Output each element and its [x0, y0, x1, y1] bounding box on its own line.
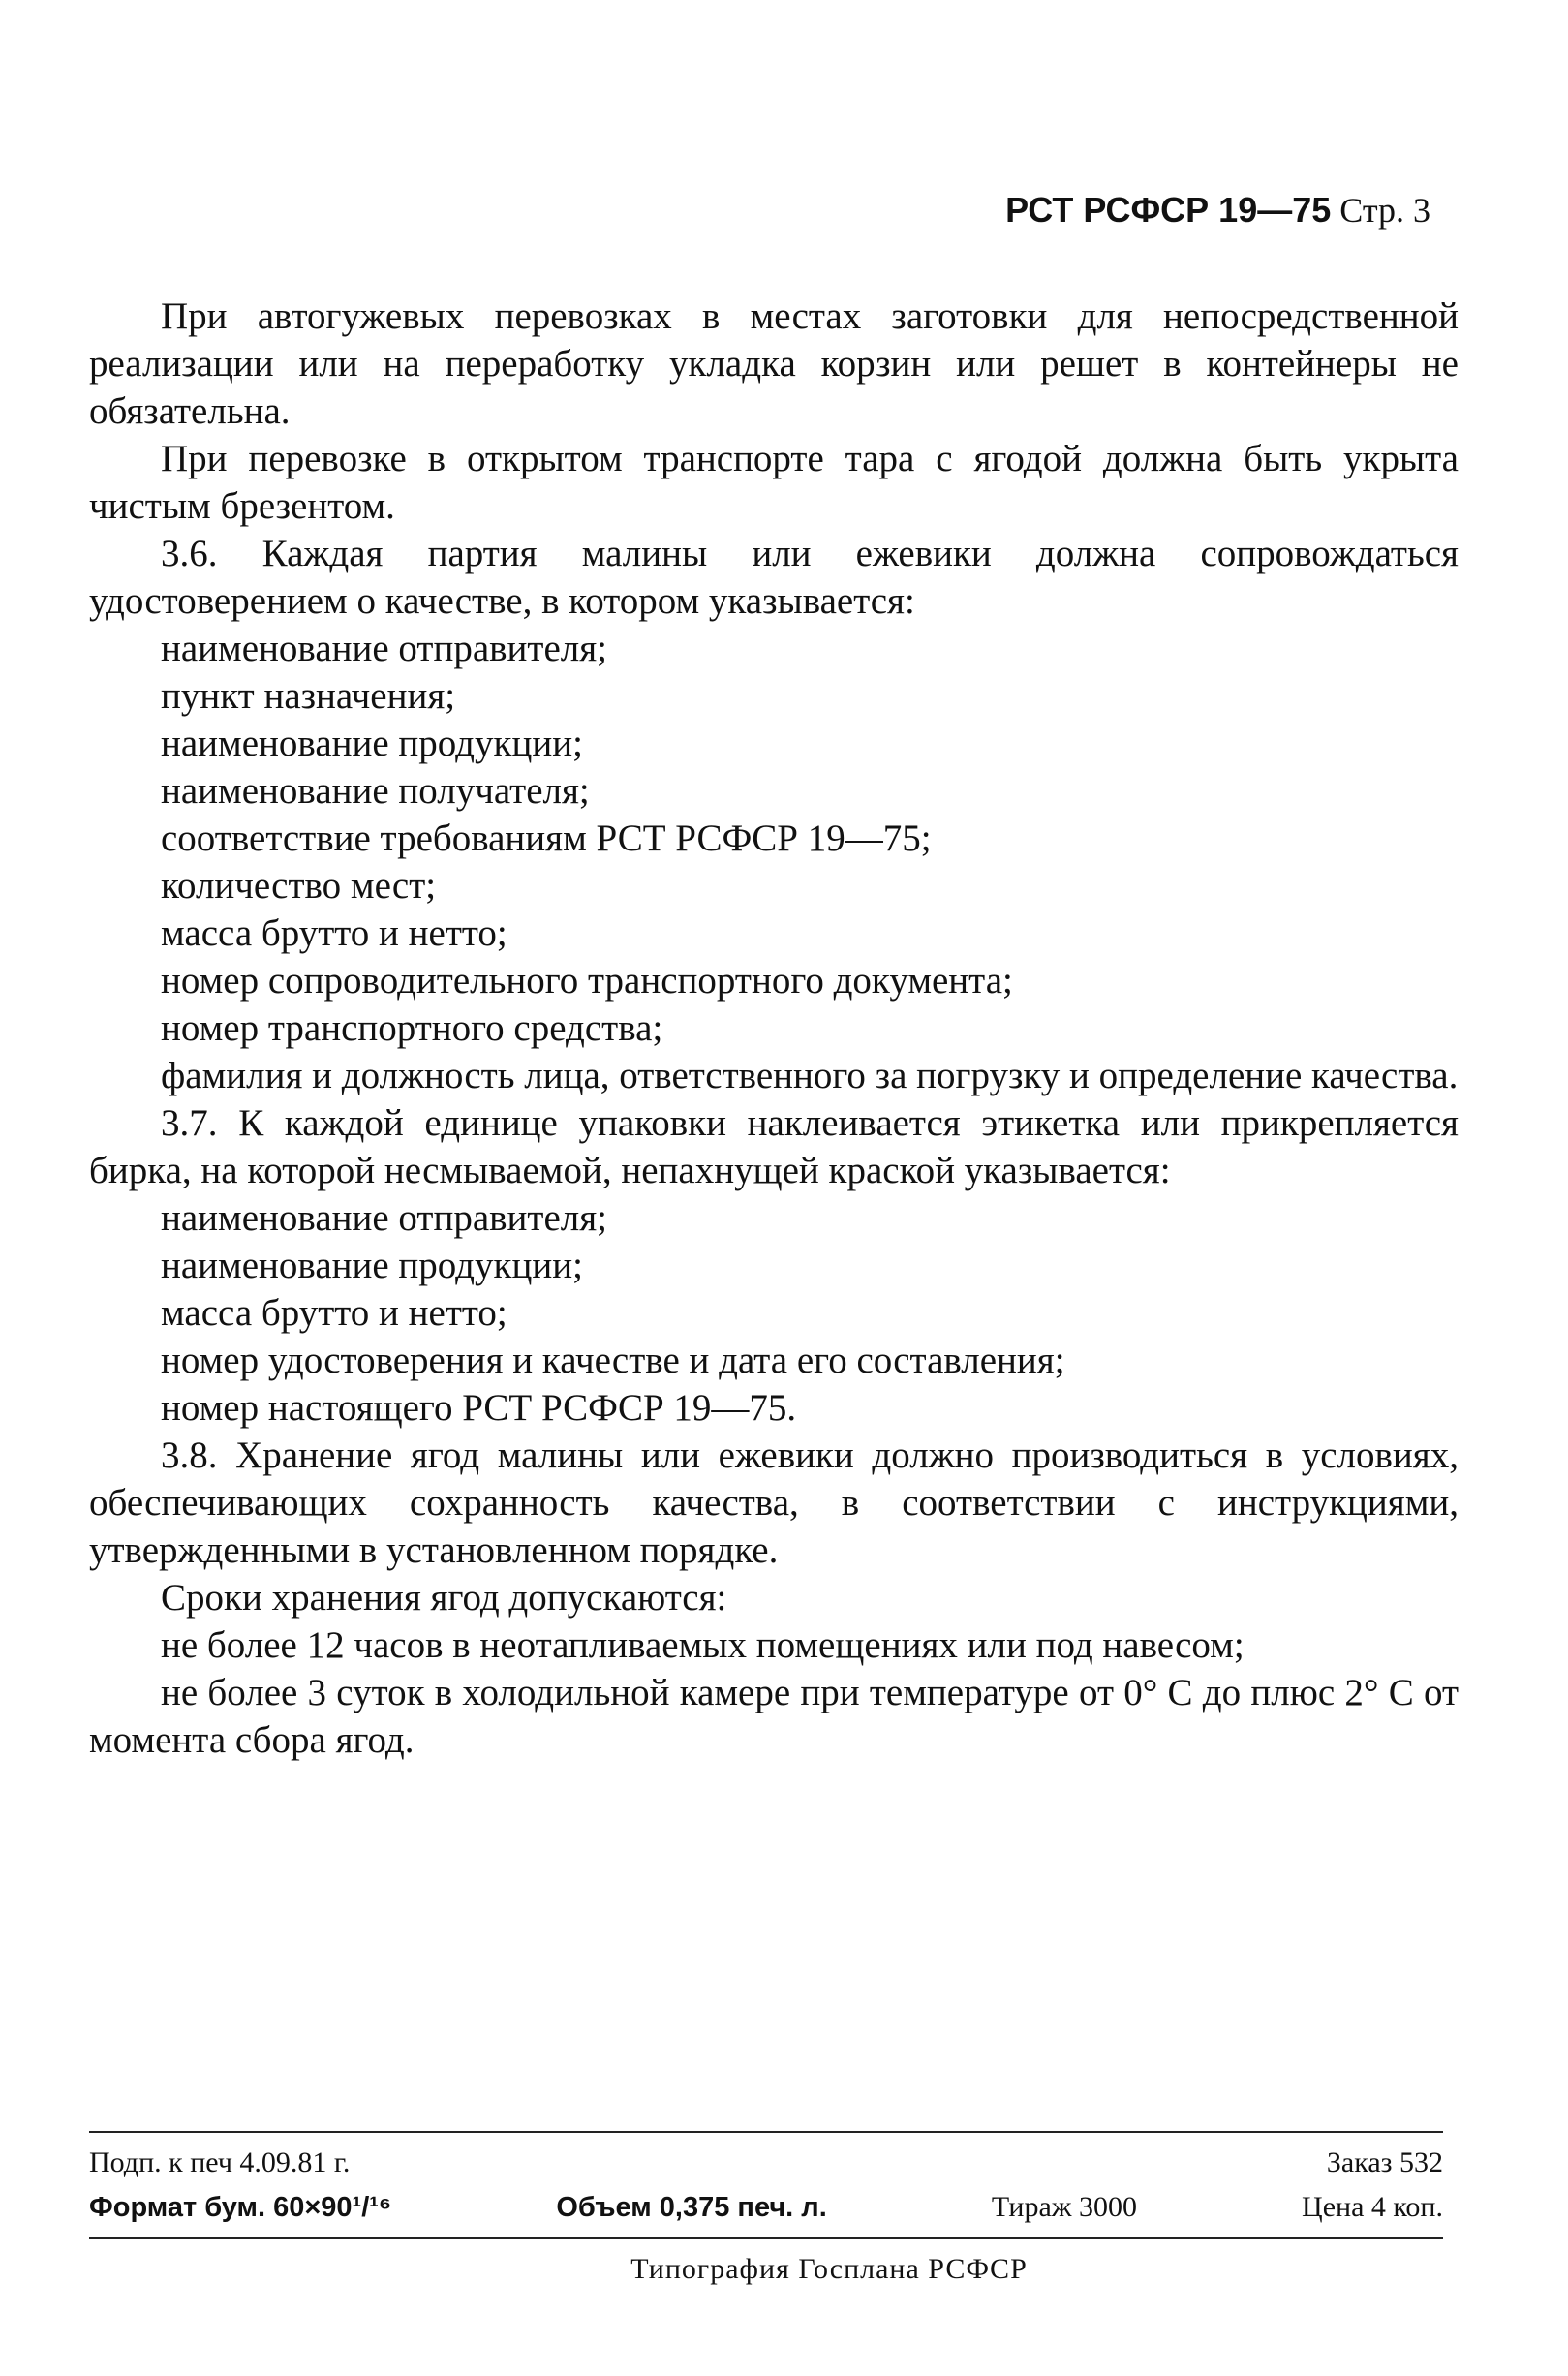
- print-run: Тираж 3000: [991, 2191, 1137, 2223]
- list-item: номер сопроводительного транспортного документа;: [161, 960, 1013, 1002]
- paragraph-transport-1: При автогужевых перевозках в местах заготовки для непосредственной реализации или на переработку укладка корзин или решет в контейнеры не обязательна.: [89, 295, 1459, 432]
- list-item: номер настоящего РСТ РСФСР 19—75.: [161, 1387, 797, 1429]
- section-3-8: 3.8. Хранение ягод малины или ежевики должно производиться в условиях, обеспечивающих сохранность качества, в соответствии с инструкциями, утвержденными в установленном порядке.: [89, 1435, 1459, 1571]
- order-number: Заказ 532: [1326, 2146, 1443, 2178]
- document-body: [89, 293, 1459, 1764]
- list-item: наименование отправителя;: [161, 1197, 608, 1239]
- printer-name: Типография Госплана РСФСР: [630, 2253, 1028, 2285]
- list-item: наименование получателя;: [161, 770, 590, 812]
- imprint: [89, 2131, 1443, 2286]
- print-volume: Объем 0,375 печ. л.: [556, 2192, 827, 2223]
- section-3-7: 3.7. К каждой единице упаковки наклеивается этикетка или прикрепляется бирка, на которой несмываемой, непахнущей краской указывается:: [89, 1102, 1459, 1191]
- page-header: [1005, 190, 1430, 231]
- list-item: наименование продукции;: [161, 723, 583, 764]
- price: Цена 4 коп.: [1302, 2191, 1443, 2223]
- list-item: не более 12 часов в неотапливаемых помещениях или под навесом;: [161, 1624, 1245, 1666]
- imprint-row-1: [89, 2146, 1443, 2179]
- imprint-bottom-rule: [89, 2237, 1443, 2239]
- storage-list: [89, 1621, 1459, 1764]
- storage-intro: Сроки хранения ягод допускаются:: [161, 1577, 727, 1619]
- list-item: номер удостоверения и качестве и дата его составления;: [161, 1340, 1065, 1381]
- paper-format: Формат бум. 60×90¹/¹⁶: [89, 2192, 392, 2223]
- signed-to-print: Подп. к печ 4.09.81 г.: [89, 2146, 351, 2178]
- section-3-6-list: [89, 625, 1459, 1099]
- list-item: наименование продукции;: [161, 1245, 583, 1286]
- section-3-7-list: [89, 1194, 1459, 1432]
- list-item: фамилия и должность лица, ответственного за погрузку и определение качества.: [161, 1055, 1459, 1096]
- list-item: номер транспортного средства;: [161, 1007, 663, 1049]
- imprint-top-rule: [89, 2131, 1443, 2133]
- list-item: количество мест;: [161, 865, 437, 907]
- list-item: соответствие требованиям РСТ РСФСР 19—75;: [161, 818, 932, 859]
- list-item: пункт назначения;: [161, 675, 456, 717]
- list-item: не более 3 суток в холодильной камере при температуре от 0° С до плюс 2° С от момента сбора ягод.: [89, 1672, 1459, 1761]
- list-item: наименование отправителя;: [161, 628, 608, 669]
- imprint-row-2: [89, 2191, 1443, 2237]
- list-item: масса брутто и нетто;: [161, 912, 507, 954]
- list-item: масса брутто и нетто;: [161, 1292, 507, 1334]
- standard-code: РСТ РСФСР 19—75: [1005, 190, 1332, 230]
- page-number: Стр. 3: [1339, 191, 1430, 230]
- section-3-6: 3.6. Каждая партия малины или ежевики должна сопровождаться удостоверением о качестве, в котором указывается:: [89, 533, 1459, 622]
- paragraph-transport-2: При перевозке в открытом транспорте тара с ягодой должна быть укрыта чистым брезентом.: [89, 438, 1459, 527]
